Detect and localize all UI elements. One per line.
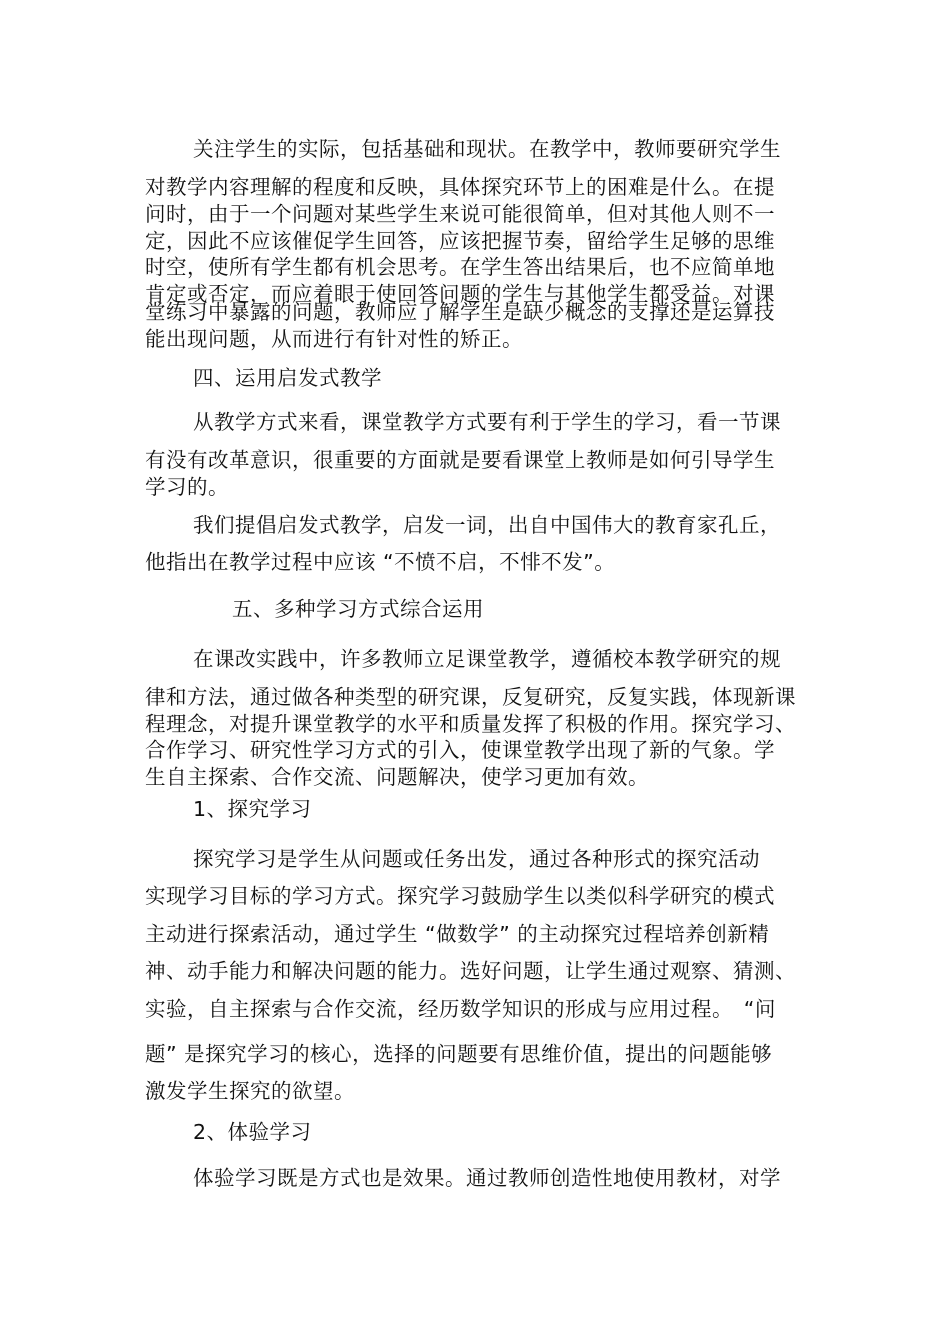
text-line: 关注学生的实际，包括基础和现状。在教学中，教师要研究学生 — [193, 137, 781, 161]
text-line: 程理念，对提升课堂教学的水平和质量发挥了积极的作用。探究学习、 — [145, 712, 796, 736]
text-line: 堂练习中暴露的问题，教师应了解学生是缺少概念的支撑还是运算技 — [145, 300, 775, 324]
text-line: 在课改实践中，许多教师立足课堂教学，遵循校本教学研究的规 — [193, 647, 781, 671]
text-line: 肯定或否定，而应着眼于使回答问题的学生与其他学生都受益。对课 — [145, 282, 775, 306]
text-line: 时空，使所有学生都有机会思考。在学生答出结果后，也不应简单地 — [145, 255, 775, 279]
text-line: 神、动手能力和解决问题的能力。选好问题，让学生通过观察、猜测、 — [145, 959, 796, 983]
text-line: 我们提倡启发式教学，启发一词，出自中国伟大的教育家孔丘， — [193, 513, 781, 537]
section-heading: 四、运用启发式教学 — [193, 366, 382, 390]
text-line: 律和方法，通过做各种类型的研究课，反复研究，反复实践，体现新课 — [145, 685, 796, 709]
subsection-heading: 2、体验学习 — [193, 1120, 312, 1144]
text-line: 有没有改革意识，很重要的方面就是要看课堂上教师是如何引导学生 — [145, 448, 775, 472]
text-line: 他指出在教学过程中应该 “不愤不启，不悱不发”。 — [145, 550, 616, 574]
text-line: 从教学方式来看，课堂教学方式要有利于学生的学习，看一节课 — [193, 410, 781, 434]
text-line: 实验，自主探索与合作交流，经历数学知识的形成与应用过程。 “问 — [145, 997, 776, 1021]
text-line: 问时，由于一个问题对某些学生来说可能很简单，但对其他人则不一 — [145, 202, 775, 226]
text-line: 探究学习是学生从问题或任务出发，通过各种形式的探究活动 — [193, 847, 760, 871]
text-line: 激发学生探究的欲望。 — [145, 1079, 355, 1103]
text-line: 体验学习既是方式也是效果。通过教师创造性地使用教材，对学 — [193, 1166, 781, 1190]
text-line: 主动进行探索活动，通过学生 “做数学” 的主动探究过程培养创新精 — [145, 922, 770, 946]
text-line: 生自主探索、合作交流、问题解决，使学习更加有效。 — [145, 765, 649, 789]
text-line: 学习的。 — [145, 475, 229, 499]
text-line: 实现学习目标的学习方式。探究学习鼓励学生以类似科学研究的模式 — [145, 884, 775, 908]
text-line: 对教学内容理解的程度和反映，具体探究环节上的困难是什么。在提 — [145, 175, 775, 199]
text-line: 定，因此不应该催促学生回答，应该把握节奏，留给学生足够的思维 — [145, 229, 775, 253]
text-line: 合作学习、研究性学习方式的引入，使课堂教学出现了新的气象。学 — [145, 738, 775, 762]
section-heading: 五、多种学习方式综合运用 — [232, 597, 484, 621]
subsection-heading: 1、探究学习 — [193, 797, 312, 821]
text-line: 能出现问题，从而进行有针对性的矫正。 — [145, 327, 523, 351]
text-line: 题” 是探究学习的核心，选择的问题要有思维价值，提出的问题能够 — [145, 1042, 773, 1066]
